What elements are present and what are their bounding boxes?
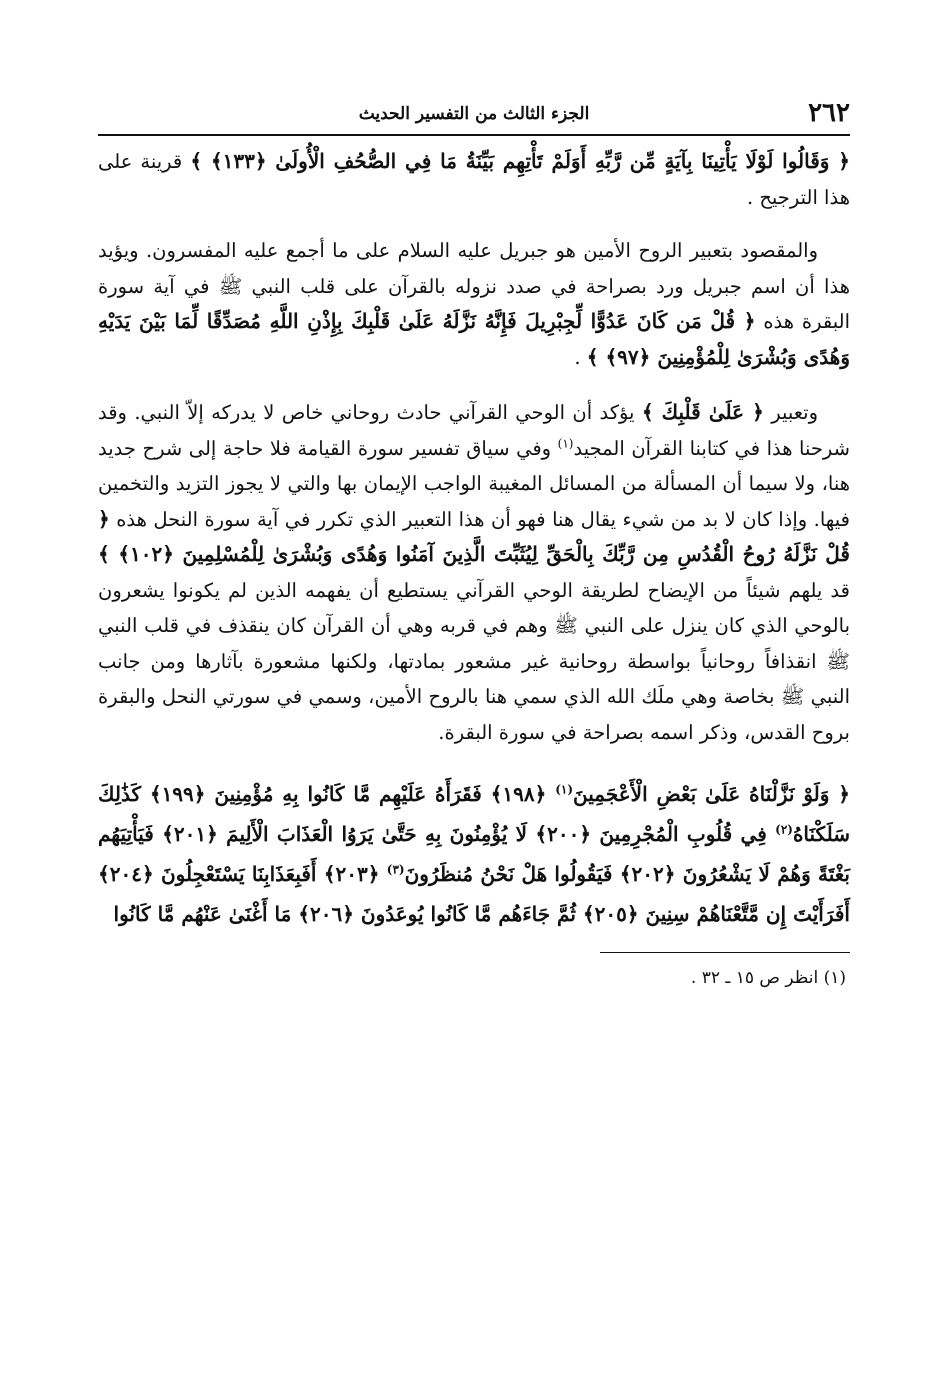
footnote-marker: (٢) bbox=[775, 822, 793, 837]
footnote-divider bbox=[600, 952, 850, 953]
paragraph-text: قرينة على هذا الترجيح . bbox=[98, 150, 850, 209]
verse-text: ﴿٢٠٣﴾ أَفَبِعَذَابِنَا يَسْتَعْجِلُونَ ﴿٢٠٤﴾ أَفَرَأَيْتَ إِن مَّتَّعْنَاهُمْ سِنِينَ ﴿٢٠٥﴾ ثُمَّ جَاءَهُم مَّا كَانُوا يُوعَدُونَ ﴿٢٠٦﴾ مَا أَغْنَىٰ عَنْهُم مَّا كَانُوا bbox=[98, 862, 850, 926]
footnote-marker: (١) bbox=[555, 782, 574, 797]
header-title: الجزء الثالث من التفسير الحديث bbox=[358, 104, 590, 124]
paragraph-text: قد يلهم شيئاً من الإيضاح لطريقة الوحي القرآني يستطيع أن يفهمه الذين لم يكونوا يشعرون بالوحي الذي كان ينزل على النبي ﷺ وهم في قربه وهي أن القرآن كان ينقذف في قلب النبي ﷺ انقذافاً روحانياً بواسطة روحانية غير مشعور بمادتها، ولكنها مشعورة بآثارها ومن جانب النبي ﷺ بخاصة وهي ملَك الله الذي سمي هنا بالروح الأمين، وسمي في سورتي النحل والبقرة بروح القدس، وذكر اسمه بصراحة في سورة البقرة. bbox=[98, 578, 850, 744]
verse-text: ﴿١٩٨﴾ فَقَرَأَهُ عَلَيْهِم مَّا كَانُوا بِهِ مُؤْمِنِينَ ﴿١٩٩﴾ كَذَٰلِكَ سَلَكْنَاهُ bbox=[98, 782, 850, 846]
paragraph-1 bbox=[98, 144, 850, 215]
body-text bbox=[98, 144, 850, 993]
verse-text: ﴿ وَلَوْ نَزَّلْنَاهُ عَلَىٰ بَعْضِ الْأَعْجَمِينَ bbox=[573, 782, 851, 806]
paragraph-text: يؤكد أن الوحي القرآني حادث روحاني خاص لا يدركه إلاّ النبي. وقد شرحنا هذا في كتابنا القرآن المجيد bbox=[98, 401, 851, 460]
paragraph-3 bbox=[98, 395, 850, 750]
book-page bbox=[98, 96, 850, 993]
quran-verses-block bbox=[98, 774, 850, 934]
quran-quote: ﴿ عَلَىٰ قَلْبِكَ ﴾ bbox=[641, 400, 764, 424]
footnote: (١) انظر ص ١٥ ـ ٣٢ . bbox=[690, 968, 846, 988]
paragraph-text: وفي سياق تفسير سورة القيامة فلا حاجة إلى شرح جديد هنا، ولا سيما أن المسألة من المسائل المغيبة الواجب الإيمان بها والتي لا يجوز التزيد والتخمين فيها. وإذا كان لا بد من شيء يقال هنا فهو أن هذا التعبير الذي تكرر في آية سورة النحل هذه bbox=[98, 436, 850, 531]
verse-text: فِي قُلُوبِ الْمُجْرِمِينَ ﴿٢٠٠﴾ لَا يُؤْمِنُونَ بِهِ حَتَّىٰ يَرَوُا الْعَذَابَ الْأَلِيمَ ﴿٢٠١﴾ فَيَأْتِيَهُم بَغْتَةً وَهُمْ لَا يَشْعُرُونَ ﴿٢٠٢﴾ فَيَقُولُوا هَلْ نَحْنُ مُنظَرُونَ bbox=[98, 822, 851, 886]
paragraph-2 bbox=[98, 233, 850, 375]
running-header bbox=[98, 96, 850, 136]
paragraph-end: . bbox=[574, 345, 587, 369]
paragraph-text: وتعبير bbox=[763, 401, 819, 424]
footnote-marker: (٣) bbox=[386, 862, 405, 877]
quran-quote: ﴿ قُلْ مَن كَانَ عَدُوًّا لِّجِبْرِيلَ فَإِنَّهُ نَزَّلَهُ عَلَىٰ قَلْبِكَ بِإِذْنِ اللَّهِ مُصَدِّقًا لِّمَا بَيْنَ يَدَيْهِ وَهُدًى وَبُشْرَىٰ لِلْمُؤْمِنِينَ ﴿٩٧﴾ ﴾ bbox=[98, 309, 850, 369]
quran-quote: ﴿ وَقَالُوا لَوْلَا يَأْتِينَا بِآيَةٍ مِّن رَّبِّهِ أَوَلَمْ تَأْتِهِم بَيِّنَةُ مَا فِي الصُّحُفِ الْأُولَىٰ ﴿١٣٣﴾ ﴾ bbox=[190, 149, 850, 173]
page-number: ٢٦٢ bbox=[808, 98, 850, 128]
footnote-marker: (١) bbox=[557, 436, 574, 450]
quran-quote: ﴿ قُلْ نَزَّلَهُ رُوحُ الْقُدُسِ مِن رَّبِّكَ بِالْحَقِّ لِيُثَبِّتَ الَّذِينَ آمَنُوا وَهُدًى وَبُشْرَىٰ لِلْمُسْلِمِينَ ﴿١٠٢﴾ ﴾ bbox=[98, 506, 850, 566]
paragraph-text: والمقصود بتعبير الروح الأمين هو جبريل عليه السلام على ما أجمع عليه المفسرون. ويؤيد هذا أن اسم جبريل ورد بصراحة في صدد نزوله بالقرآن على قلب النبي ﷺ في آية سورة البقرة هذه bbox=[98, 239, 851, 333]
